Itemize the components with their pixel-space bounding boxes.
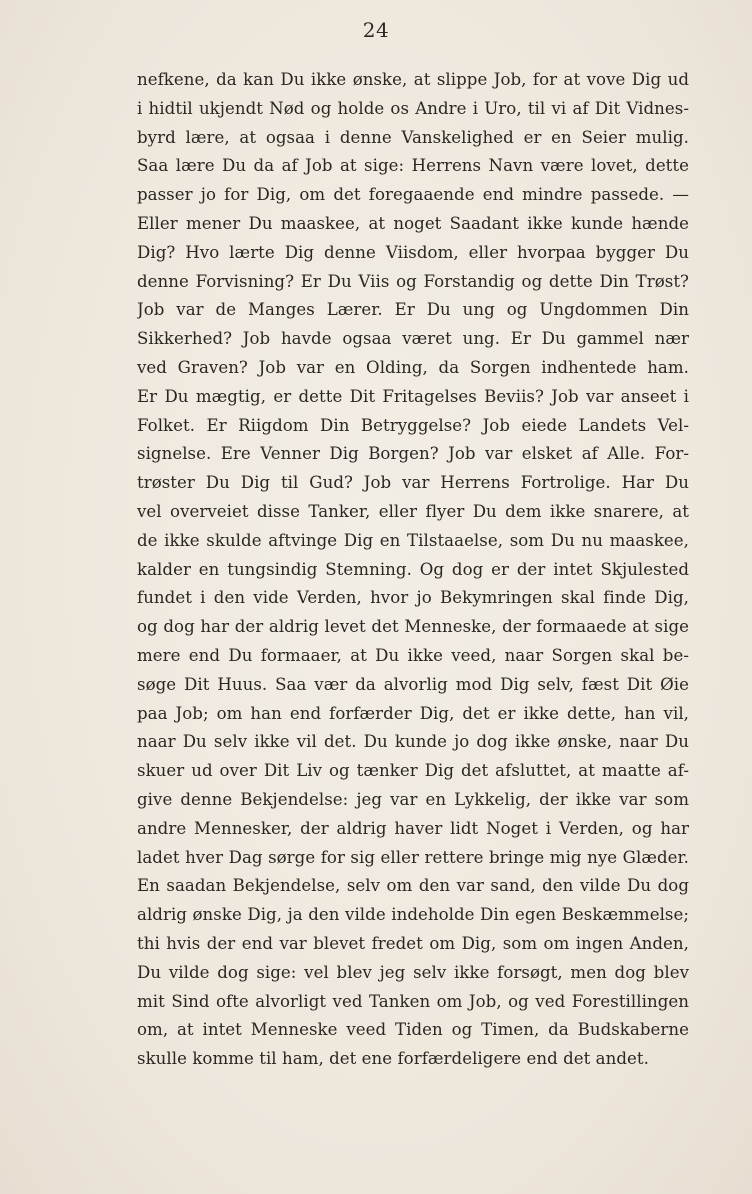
text-line: skuer ud over Dit Liv og tænker Dig det afsluttet, at maatte af-	[137, 761, 689, 781]
text-line: trøster Du Dig til Gud? Job var Herrens Fortrolige. Har Du	[137, 473, 689, 493]
text-line: søge Dit Huus. Saa vær da alvorlig mod Dig selv, fæst Dit Øie	[137, 674, 689, 694]
text-line: skulle komme til ham, det ene forfærdeligere end det andet.	[137, 1049, 649, 1069]
text-line: vel overveiet disse Tanker, eller flyer Du dem ikke snarere, at	[137, 501, 689, 521]
text-line: de ikke skulde aftvinge Dig en Tilstaaelse, som Du nu maaskee,	[137, 530, 689, 550]
text-line: Job var de Manges Lærer. Er Du ung og Ungdommen Din	[137, 300, 689, 320]
text-line: nefkene, da kan Du ikke ønske, at slippe Job, for at vove Dig ud	[137, 70, 689, 89]
body-text	[137, 66, 689, 1074]
text-line: mit Sind ofte alvorligt ved Tanken om Job, og ved Forestillingen	[137, 991, 689, 1011]
text-line: paa Job; om han end forfærder Dig, det er ikke dette, han vil,	[137, 703, 689, 723]
text-line: En saadan Bekjendelse, selv om den var sand, den vilde Du dog	[137, 876, 689, 896]
text-line: Eller mener Du maaskee, at noget Saadant ikke kunde hænde	[137, 213, 689, 233]
text-line: i hidtil ukjendt Nød og holde os Andre i Uro, til vi af Dit Vidnes-	[137, 98, 689, 118]
text-line: ladet hver Dag sørge for sig eller rettere bringe mig nye Glæder.	[137, 847, 689, 867]
text-line: Du vilde dog sige: vel blev jeg selv ikke forsøgt, men dog blev	[137, 962, 689, 982]
text-line: signelse. Ere Venner Dig Borgen? Job var elsket af Alle. For-	[137, 444, 689, 464]
text-line: kalder en tungsindig Stemning. Og dog er der intet Skjulested	[137, 559, 689, 579]
text-line: ved Graven? Job var en Olding, da Sorgen indhentede ham.	[137, 357, 689, 377]
text-line: Saa lære Du da af Job at sige: Herrens Navn være lovet, dette	[137, 156, 689, 176]
text-line: thi hvis der end var blevet fredet om Dig, som om ingen Anden,	[137, 933, 689, 953]
text-line: Dig? Hvo lærte Dig denne Viisdom, eller hvorpaa bygger Du	[137, 242, 689, 262]
text-line: Er Du mægtig, er dette Dit Fritagelses Beviis? Job var anseet i	[137, 386, 689, 406]
text-line: om, at intet Menneske veed Tiden og Timen, da Budskaberne	[137, 1020, 689, 1040]
text-line: aldrig ønske Dig, ja den vilde indeholde Din egen Beskæmmelse;	[137, 905, 689, 925]
text-line: mere end Du formaaer, at Du ikke veed, naar Sorgen skal be-	[137, 645, 689, 665]
text-line: naar Du selv ikke vil det. Du kunde jo dog ikke ønske, naar Du	[137, 732, 689, 752]
text-line: og dog har der aldrig levet det Menneske, der formaaede at sige	[137, 617, 689, 637]
text-line: Folket. Er Riigdom Din Betryggelse? Job eiede Landets Vel-	[137, 415, 689, 435]
text-line: give denne Bekjendelse: jeg var en Lykkelig, der ikke var som	[137, 789, 689, 809]
page-number: 24	[362, 18, 390, 42]
text-line: andre Mennesker, der aldrig haver lidt Noget i Verden, og har	[137, 818, 689, 838]
text-line: Sikkerhed? Job havde ogsaa været ung. Er Du gammel nær	[137, 329, 689, 349]
text-line: passer jo for Dig, om det foregaaende end mindre passede. —	[137, 185, 689, 205]
text-line: fundet i den vide Verden, hvor jo Bekymringen skal finde Dig,	[137, 588, 689, 608]
text-line: denne Forvisning? Er Du Viis og Forstandig og dette Din Trøst?	[137, 271, 689, 291]
text-line: byrd lære, at ogsaa i denne Vanskelighed er en Seier mulig.	[137, 127, 689, 147]
